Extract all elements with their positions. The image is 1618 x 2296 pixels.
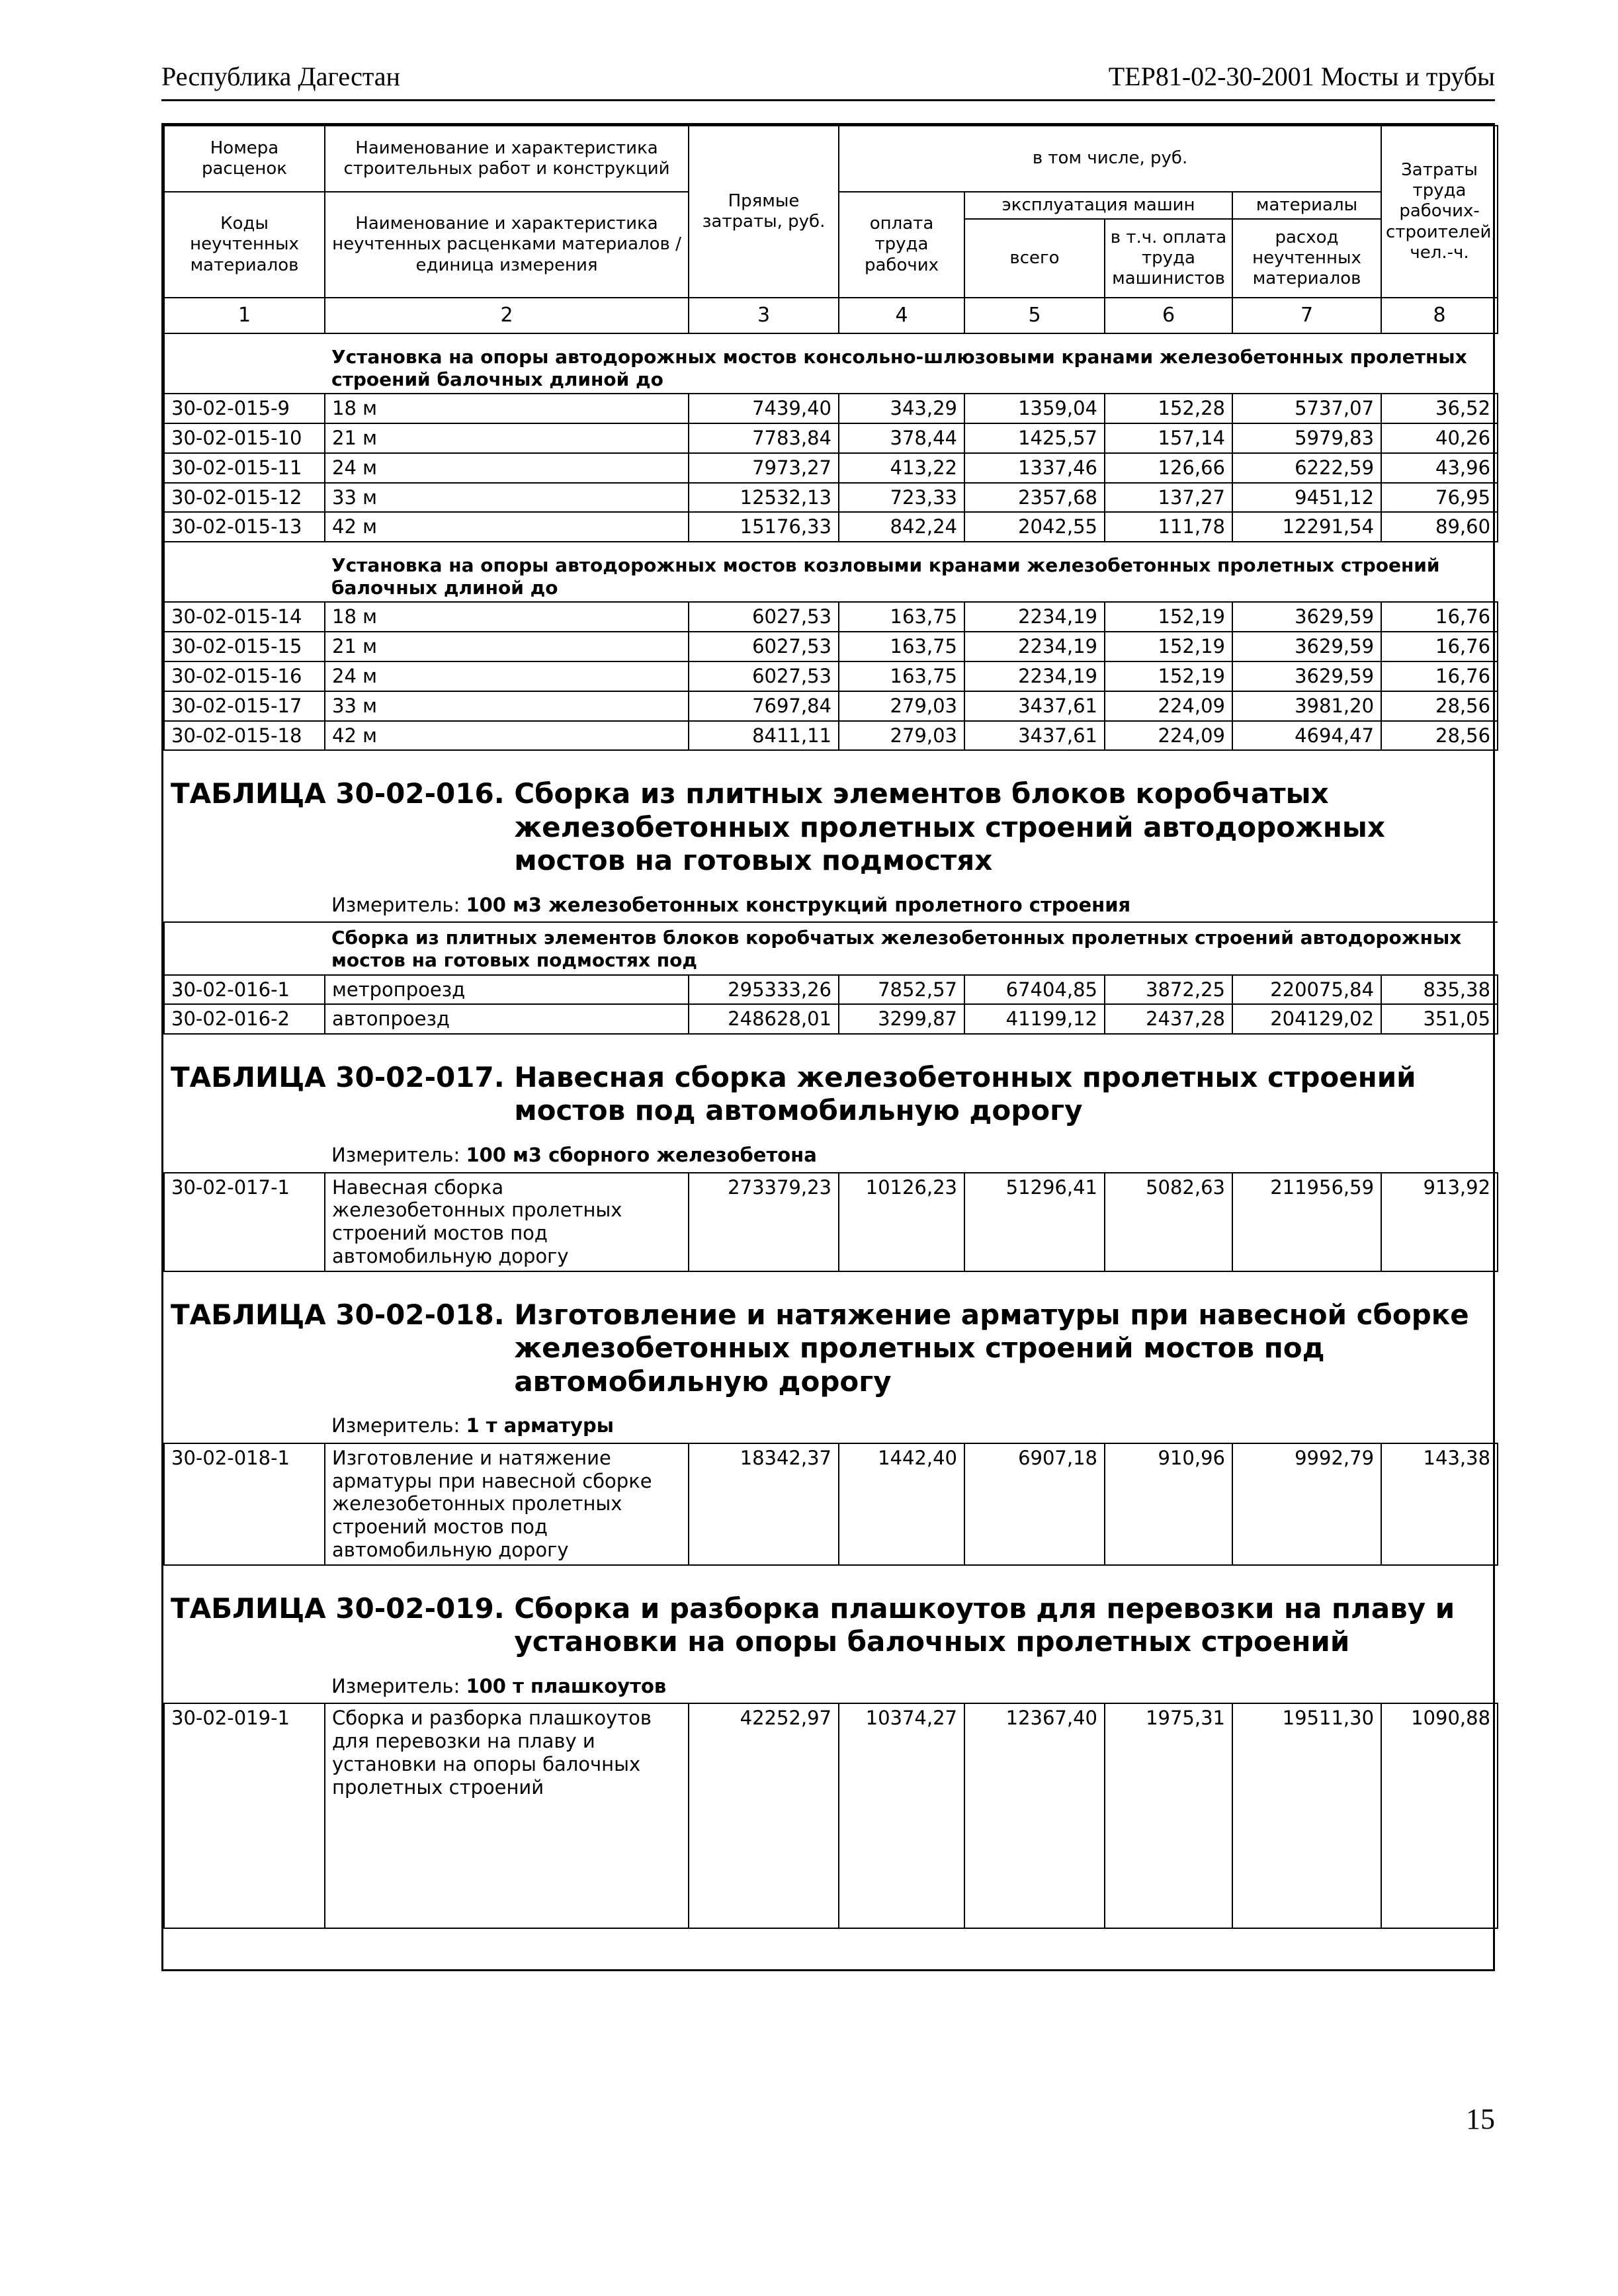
materials-cost: 3981,20: [1232, 691, 1381, 721]
col-header-machines: эксплуатация машин: [964, 192, 1232, 219]
worker-pay: 413,22: [839, 453, 964, 483]
col-number: 1: [164, 298, 325, 333]
labor-hours: 76,95: [1381, 483, 1498, 513]
section-heading-row: [164, 922, 1498, 974]
price-table: [163, 125, 1498, 1929]
table-row: [164, 721, 1498, 751]
table-number: ТАБЛИЦА 30-02-017.: [171, 1061, 515, 1094]
operator-pay: 2437,28: [1105, 1004, 1232, 1034]
labor-hours: 913,92: [1381, 1173, 1498, 1271]
machines-total: 41199,12: [964, 1004, 1105, 1034]
machines-total: 3437,61: [964, 691, 1105, 721]
machines-total: 3437,61: [964, 721, 1105, 751]
work-name: 24 м: [325, 661, 689, 691]
direct-costs: 8411,11: [689, 721, 839, 751]
rate-code: 30-02-015-13: [164, 512, 325, 542]
operator-pay: 224,09: [1105, 721, 1232, 751]
table-number: ТАБЛИЦА 30-02-019.: [171, 1592, 515, 1625]
direct-costs: 12532,13: [689, 483, 839, 513]
rate-code: 30-02-015-9: [164, 394, 325, 423]
col-header-material-codes: Коды неучтенных материалов: [164, 192, 325, 298]
measure-row: [164, 884, 1498, 923]
work-name: 18 м: [325, 394, 689, 423]
table-title-row: [164, 750, 1498, 884]
table-title: Изготовление и натяжение арматуры при навесной сборке железобетонных пролетных строений мостов под автомобильную дорогу: [514, 1298, 1469, 1398]
worker-pay: 378,44: [839, 423, 964, 453]
direct-costs: 7783,84: [689, 423, 839, 453]
materials-cost: 220075,84: [1232, 975, 1381, 1005]
work-name: 18 м: [325, 602, 689, 632]
worker-pay: 10126,23: [839, 1173, 964, 1271]
machines-total: 2042,55: [964, 512, 1105, 542]
machines-total: 2357,68: [964, 483, 1105, 513]
labor-hours: 43,96: [1381, 453, 1498, 483]
rate-code: 30-02-015-16: [164, 661, 325, 691]
col-header-materials: материалы: [1232, 192, 1381, 219]
measure-label: Измеритель:: [331, 1674, 466, 1697]
direct-costs: 6027,53: [689, 602, 839, 632]
section-heading: Установка на опоры автодорожных мостов козловыми кранами железобетонных пролетных строений балочных длиной до: [325, 542, 1498, 602]
direct-costs: 248628,01: [689, 1004, 839, 1034]
work-name: Навесная сборка железобетонных пролетных строений мостов под автомобильную дорогу: [325, 1173, 689, 1271]
operator-pay: 1975,31: [1105, 1703, 1232, 1928]
operator-pay: 126,66: [1105, 453, 1232, 483]
operator-pay: 910,96: [1105, 1443, 1232, 1565]
column-header-row: [164, 126, 1498, 192]
labor-hours: 16,76: [1381, 632, 1498, 661]
table-title: Сборка из плитных элементов блоков коробчатых железобетонных пролетных строений автодорожных мостов на готовых подмостях: [514, 777, 1385, 877]
materials-cost: 3629,59: [1232, 632, 1381, 661]
measure-row: [164, 1134, 1498, 1173]
col-header-labor-hours: Затраты труда рабочих-строителей, чел.-ч.: [1381, 126, 1498, 298]
table-number: ТАБЛИЦА 30-02-016.: [171, 777, 515, 810]
measure-value: 1 т арматуры: [466, 1414, 614, 1437]
section-heading: Установка на опоры автодорожных мостов консольно-шлюзовыми кранами железобетонных пролетных строений балочных длиной до: [325, 333, 1498, 394]
rate-code: 30-02-015-10: [164, 423, 325, 453]
col-number: 5: [964, 298, 1105, 333]
table-row: [164, 394, 1498, 423]
operator-pay: 5082,63: [1105, 1173, 1232, 1271]
table-row: [164, 1443, 1498, 1565]
labor-hours: 28,56: [1381, 691, 1498, 721]
table-row: [164, 512, 1498, 542]
direct-costs: 15176,33: [689, 512, 839, 542]
measure-value: 100 м3 железобетонных конструкций пролетного строения: [466, 893, 1131, 916]
rate-code: 30-02-015-11: [164, 453, 325, 483]
labor-hours: 351,05: [1381, 1004, 1498, 1034]
labor-hours: 16,76: [1381, 661, 1498, 691]
worker-pay: 10374,27: [839, 1703, 964, 1928]
col-header-material-consumption: расход неучтенных материалов: [1232, 219, 1381, 298]
table-title: Сборка и разборка плашкоутов для перевозки на плаву и установки на опоры балочных пролетных строений: [514, 1592, 1455, 1658]
materials-cost: 211956,59: [1232, 1173, 1381, 1271]
rate-code: 30-02-016-2: [164, 1004, 325, 1034]
machines-total: 1425,57: [964, 423, 1105, 453]
worker-pay: 343,29: [839, 394, 964, 423]
operator-pay: 152,28: [1105, 394, 1232, 423]
table-row: [164, 602, 1498, 632]
worker-pay: 7852,57: [839, 975, 964, 1005]
rate-code: 30-02-015-17: [164, 691, 325, 721]
rate-code: 30-02-015-14: [164, 602, 325, 632]
materials-cost: 9451,12: [1232, 483, 1381, 513]
work-name: автопроезд: [325, 1004, 689, 1034]
table-row: [164, 1004, 1498, 1034]
col-header-incl: в том числе, руб.: [839, 126, 1381, 192]
table-row: [164, 1173, 1498, 1271]
direct-costs: 7439,40: [689, 394, 839, 423]
worker-pay: 279,03: [839, 721, 964, 751]
table-title: Навесная сборка железобетонных пролетных строений мостов под автомобильную дорогу: [514, 1061, 1416, 1127]
operator-pay: 152,19: [1105, 632, 1232, 661]
col-header-worker-pay: оплата труда рабочих: [839, 192, 964, 298]
table-row: [164, 632, 1498, 661]
labor-hours: 36,52: [1381, 394, 1498, 423]
col-header-machines-total: всего: [964, 219, 1105, 298]
worker-pay: 842,24: [839, 512, 964, 542]
labor-hours: 835,38: [1381, 975, 1498, 1005]
worker-pay: 163,75: [839, 602, 964, 632]
worker-pay: 723,33: [839, 483, 964, 513]
col-header-work-name: Наименование и характеристика строительных работ и конструкций: [325, 126, 689, 192]
machines-total: 6907,18: [964, 1443, 1105, 1565]
worker-pay: 1442,40: [839, 1443, 964, 1565]
measure-unit: [325, 1666, 1498, 1704]
page-number: 15: [1466, 2103, 1495, 2135]
header-region: Республика Дагестан: [161, 62, 400, 91]
materials-cost: 5737,07: [1232, 394, 1381, 423]
machines-total: 2234,19: [964, 661, 1105, 691]
labor-hours: 143,38: [1381, 1443, 1498, 1565]
rate-code: 30-02-015-15: [164, 632, 325, 661]
rate-code: 30-02-016-1: [164, 975, 325, 1005]
machines-total: 1359,04: [964, 394, 1105, 423]
operator-pay: 111,78: [1105, 512, 1232, 542]
table-row: [164, 453, 1498, 483]
work-name: 21 м: [325, 423, 689, 453]
table-number: ТАБЛИЦА 30-02-018.: [171, 1298, 515, 1331]
col-header-operator-pay: в т.ч. оплата труда машинистов: [1105, 219, 1232, 298]
work-name: Сборка и разборка плашкоутов для перевозки на плаву и установки на опоры балочных пролетных строений: [325, 1703, 689, 1928]
work-name: 42 м: [325, 721, 689, 751]
measure-value: 100 т плашкоутов: [466, 1674, 667, 1697]
measure-value: 100 м3 сборного железобетона: [466, 1143, 817, 1166]
operator-pay: 157,14: [1105, 423, 1232, 453]
labor-hours: 1090,88: [1381, 1703, 1498, 1928]
col-number: 6: [1105, 298, 1232, 333]
materials-cost: 19511,30: [1232, 1703, 1381, 1928]
table-row: [164, 975, 1498, 1005]
operator-pay: 152,19: [1105, 661, 1232, 691]
machines-total: 2234,19: [964, 602, 1105, 632]
measure-label: Измеритель:: [331, 893, 466, 916]
measure-row: [164, 1405, 1498, 1443]
table-row: [164, 423, 1498, 453]
column-number-row: [164, 298, 1498, 333]
work-name: Изготовление и натяжение арматуры при навесной сборке железобетонных пролетных строений мостов под автомобильную дорогу: [325, 1443, 689, 1565]
operator-pay: 152,19: [1105, 602, 1232, 632]
col-header-material-name: Наименование и характеристика неучтенных расценками материалов / единица измерения: [325, 192, 689, 298]
section-heading-row: [164, 542, 1498, 602]
operator-pay: 224,09: [1105, 691, 1232, 721]
worker-pay: 163,75: [839, 661, 964, 691]
work-name: метропроезд: [325, 975, 689, 1005]
direct-costs: 7973,27: [689, 453, 839, 483]
section-heading: Сборка из плитных элементов блоков коробчатых железобетонных пролетных строений автодорожных мостов на готовых подмостях под: [325, 922, 1498, 974]
measure-row: [164, 1666, 1498, 1704]
machines-total: 67404,85: [964, 975, 1105, 1005]
materials-cost: 3629,59: [1232, 661, 1381, 691]
direct-costs: 6027,53: [689, 661, 839, 691]
labor-hours: 89,60: [1381, 512, 1498, 542]
work-name: 24 м: [325, 453, 689, 483]
work-name: 33 м: [325, 691, 689, 721]
table-title-row: [164, 1565, 1498, 1666]
rate-code: 30-02-017-1: [164, 1173, 325, 1271]
labor-hours: 40,26: [1381, 423, 1498, 453]
table-title-row: [164, 1034, 1498, 1134]
measure-unit: [325, 1134, 1498, 1173]
rate-code: 30-02-015-18: [164, 721, 325, 751]
materials-cost: 6222,59: [1232, 453, 1381, 483]
labor-hours: 16,76: [1381, 602, 1498, 632]
materials-cost: 12291,54: [1232, 512, 1381, 542]
work-name: 21 м: [325, 632, 689, 661]
col-header-codes: Номера расценок: [164, 126, 325, 192]
table-row: [164, 1703, 1498, 1928]
direct-costs: 7697,84: [689, 691, 839, 721]
table-row: [164, 661, 1498, 691]
machines-total: 51296,41: [964, 1173, 1105, 1271]
measure-label: Измеритель:: [331, 1414, 466, 1437]
rate-code: 30-02-018-1: [164, 1443, 325, 1565]
col-number: 7: [1232, 298, 1381, 333]
measure-unit: [325, 884, 1498, 923]
header-document-code: ТЕР81-02-30-2001 Мосты и трубы: [1108, 62, 1495, 91]
price-table-frame: [161, 123, 1495, 1971]
direct-costs: 295333,26: [689, 975, 839, 1005]
col-number: 2: [325, 298, 689, 333]
direct-costs: 6027,53: [689, 632, 839, 661]
worker-pay: 279,03: [839, 691, 964, 721]
work-name: 42 м: [325, 512, 689, 542]
col-number: 3: [689, 298, 839, 333]
measure-label: Измеритель:: [331, 1143, 466, 1166]
materials-cost: 3629,59: [1232, 602, 1381, 632]
work-name: 33 м: [325, 483, 689, 513]
materials-cost: 5979,83: [1232, 423, 1381, 453]
labor-hours: 28,56: [1381, 721, 1498, 751]
measure-unit: [325, 1405, 1498, 1443]
machines-total: 2234,19: [964, 632, 1105, 661]
worker-pay: 3299,87: [839, 1004, 964, 1034]
materials-cost: 9992,79: [1232, 1443, 1381, 1565]
table-title-row: [164, 1271, 1498, 1405]
rate-code: 30-02-015-12: [164, 483, 325, 513]
direct-costs: 18342,37: [689, 1443, 839, 1565]
table-row: [164, 483, 1498, 513]
table-row: [164, 691, 1498, 721]
materials-cost: 4694,47: [1232, 721, 1381, 751]
worker-pay: 163,75: [839, 632, 964, 661]
rate-code: 30-02-019-1: [164, 1703, 325, 1928]
operator-pay: 3872,25: [1105, 975, 1232, 1005]
col-number: 8: [1381, 298, 1498, 333]
machines-total: 1337,46: [964, 453, 1105, 483]
direct-costs: 42252,97: [689, 1703, 839, 1928]
header-rule: [161, 99, 1495, 101]
machines-total: 12367,40: [964, 1703, 1105, 1928]
operator-pay: 137,27: [1105, 483, 1232, 513]
section-heading-row: [164, 333, 1498, 394]
col-header-direct-costs: Прямые затраты, руб.: [689, 126, 839, 298]
materials-cost: 204129,02: [1232, 1004, 1381, 1034]
col-number: 4: [839, 298, 964, 333]
direct-costs: 273379,23: [689, 1173, 839, 1271]
